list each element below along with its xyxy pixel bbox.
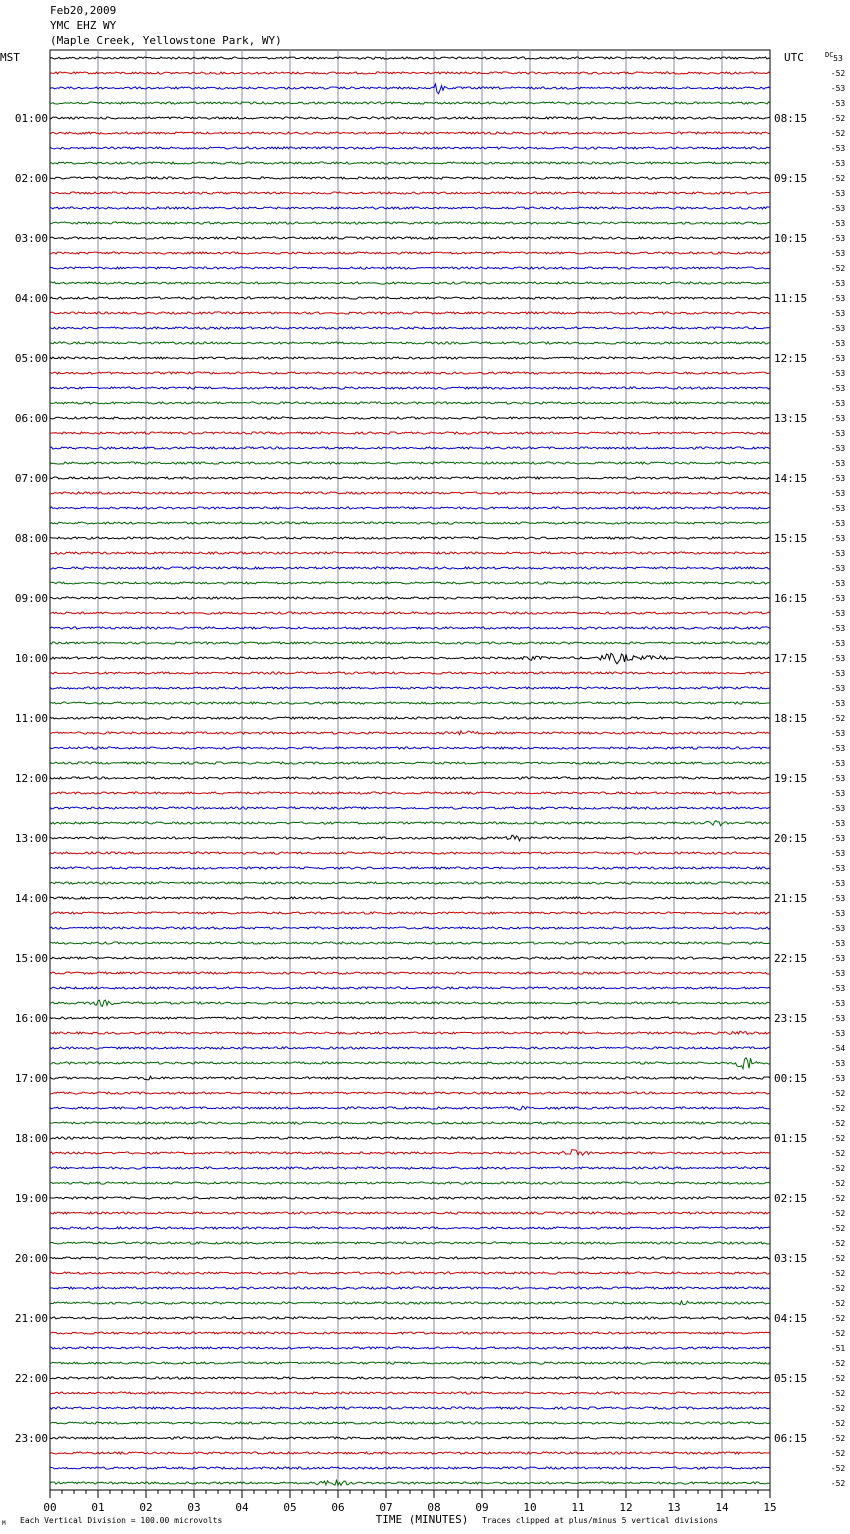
seismic-trace — [50, 1437, 770, 1439]
seismic-trace — [50, 867, 770, 869]
utc-hour-label: 11:15 — [774, 292, 808, 305]
dc-offset-label: -52 — [830, 1164, 846, 1173]
seismic-trace — [50, 282, 770, 284]
utc-hour-label: 02:15 — [774, 1192, 808, 1205]
utc-hour-label: 21:15 — [774, 892, 808, 905]
axis-labels — [0, 51, 845, 1527]
dc-offset-label: -52 — [830, 1434, 846, 1443]
dc-offset-label: -53 — [830, 204, 846, 213]
utc-hour-label: 10:15 — [774, 232, 808, 245]
dc-offset-label: -53 — [830, 399, 846, 408]
mst-hour-label: 17:00 — [14, 1072, 48, 1085]
seismic-trace — [50, 1197, 770, 1199]
x-tick-label: 12 — [619, 1501, 633, 1514]
mst-hour-label: 18:00 — [14, 1132, 48, 1145]
dc-offset-label: -53 — [830, 684, 846, 693]
seismic-trace — [50, 835, 770, 841]
seismic-trace — [50, 522, 770, 524]
seismic-trace — [50, 1422, 770, 1424]
dc-offset-label: -53 — [830, 384, 846, 393]
dc-offset-label: -53 — [830, 939, 846, 948]
dc-offset-label: -53 — [830, 549, 846, 558]
dc-offset-label: -53 — [830, 354, 846, 363]
mst-hour-label: 11:00 — [14, 712, 48, 725]
x-tick-label: 10 — [523, 1501, 537, 1514]
dc-offset-label: -53 — [830, 699, 846, 708]
x-tick-label: 00 — [43, 1501, 57, 1514]
seismic-trace — [50, 1017, 770, 1019]
seismic-trace — [50, 627, 770, 629]
station-code: YMC EHZ WY — [50, 19, 117, 32]
seismic-trace — [50, 1392, 770, 1394]
seismic-trace — [50, 731, 770, 735]
seismic-trace — [50, 717, 770, 719]
dc-offset-label: -52 — [830, 1179, 846, 1188]
dc-offset-label: -52 — [830, 1299, 846, 1308]
seismic-trace — [50, 72, 770, 74]
dc-offset-label: -53 — [830, 579, 846, 588]
dc-offset-label: -51 — [830, 1344, 846, 1353]
dc-offset-label: -52 — [830, 1449, 846, 1458]
seismic-trace — [50, 417, 770, 419]
seismic-trace — [50, 777, 770, 779]
mst-hour-label: 23:00 — [14, 1432, 48, 1445]
seismic-trace — [50, 207, 770, 209]
seismic-trace — [50, 821, 770, 826]
x-tick-label: 09 — [475, 1501, 489, 1514]
seismic-trace — [50, 942, 770, 944]
seismic-trace — [50, 192, 770, 194]
dc-offset-label: -53 — [830, 609, 846, 618]
seismic-trace — [50, 267, 770, 269]
dc-offset-label: -52 — [830, 1284, 846, 1293]
x-tick-label: 15 — [763, 1501, 777, 1514]
seismic-trace — [50, 1332, 770, 1334]
dc-offset-label: -52 — [830, 174, 846, 183]
utc-hour-label: 22:15 — [774, 952, 808, 965]
seismic-trace — [50, 957, 770, 959]
seismic-trace — [50, 1467, 770, 1469]
dc-offset-label: -53 — [830, 159, 846, 168]
dc-offset-label: -53 — [830, 144, 846, 153]
seismic-trace — [50, 687, 770, 689]
dc-offset-label: -53 — [830, 909, 846, 918]
mst-hour-label: 19:00 — [14, 1192, 48, 1205]
mst-hour-label: 14:00 — [14, 892, 48, 905]
dc-offset-label: -52 — [830, 129, 846, 138]
seismic-trace — [50, 1212, 770, 1214]
seismic-trace — [50, 537, 770, 539]
mst-hour-label: 06:00 — [14, 412, 48, 425]
x-tick-label: 14 — [715, 1501, 729, 1514]
mst-hour-label: 20:00 — [14, 1252, 48, 1265]
dc-offset-label: -52 — [830, 1089, 846, 1098]
utc-hour-label: 01:15 — [774, 1132, 808, 1145]
dc-offset-label: -53 — [830, 219, 846, 228]
mst-hour-label: 03:00 — [14, 232, 48, 245]
seismic-trace — [50, 653, 770, 663]
seismic-trace — [50, 1452, 770, 1454]
seismic-trace — [50, 147, 770, 149]
dc-offset-label: -52 — [830, 1254, 846, 1263]
seismic-trace — [50, 927, 770, 929]
dc-offset-label: -52 — [830, 1419, 846, 1428]
x-tick-label: 03 — [187, 1501, 201, 1514]
dc-offset-label: -53 — [830, 564, 846, 573]
dc-offset-label: -52 — [830, 1479, 846, 1488]
seismic-trace — [50, 897, 770, 899]
dc-offset-label: -53 — [830, 594, 846, 603]
seismic-trace — [50, 462, 770, 464]
seismic-trace — [50, 1076, 770, 1080]
dc-offset-label: -53 — [830, 834, 846, 843]
seismic-trace — [50, 1106, 770, 1110]
x-tick-label: 07 — [379, 1501, 393, 1514]
dc-offset-label: -53 — [830, 654, 846, 663]
dc-offset-label: -52 — [830, 69, 846, 78]
utc-axis-label: UTC — [784, 51, 804, 64]
dc-offset-label: -52 — [830, 264, 846, 273]
dc-offset-label: -52 — [830, 1464, 846, 1473]
dc-offset-label: -53 — [830, 744, 846, 753]
x-tick-label: 01 — [91, 1501, 105, 1514]
seismic-trace — [50, 1362, 770, 1364]
x-axis-title: TIME (MINUTES) — [375, 1513, 469, 1526]
seismic-trace — [50, 102, 770, 104]
dc-offset-label: -53 — [830, 1029, 846, 1038]
utc-hour-label: 18:15 — [774, 712, 808, 725]
dc-offset-label: -53 — [830, 804, 846, 813]
mst-hour-label: 22:00 — [14, 1372, 48, 1385]
seismic-trace — [50, 312, 770, 314]
dc-offset-label: -53 — [830, 474, 846, 483]
seismic-trace — [50, 1227, 770, 1229]
dc-offset-label: -53 — [830, 999, 846, 1008]
seismic-trace — [50, 642, 770, 644]
corner-mark: M — [2, 1520, 6, 1527]
seismic-trace — [50, 372, 770, 374]
seismic-trace — [50, 1377, 770, 1379]
seismic-trace — [50, 162, 770, 164]
chart-date: Feb20,2009 — [50, 4, 117, 17]
utc-hour-label: 04:15 — [774, 1312, 808, 1325]
seismic-trace — [50, 1301, 770, 1305]
dc-offset-label: -53 — [830, 369, 846, 378]
seismic-trace — [50, 987, 770, 989]
x-tick-label: 08 — [427, 1501, 441, 1514]
dc-offset-label: -52 — [830, 1269, 846, 1278]
mst-hour-label: 02:00 — [14, 172, 48, 185]
seismic-trace — [50, 222, 770, 224]
seismic-trace — [50, 177, 770, 179]
utc-hour-label: 09:15 — [774, 172, 808, 185]
dc-offset-label: -52 — [830, 1329, 846, 1338]
utc-hour-label: 17:15 — [774, 652, 808, 665]
mst-hour-label: 15:00 — [14, 952, 48, 965]
seismic-trace — [50, 84, 770, 94]
mst-hour-label: 05:00 — [14, 352, 48, 365]
mst-hour-label: 08:00 — [14, 532, 48, 545]
seismic-trace — [50, 912, 770, 914]
seismic-trace — [50, 882, 770, 884]
seismic-trace — [50, 357, 770, 359]
dc-offset-label: -53 — [830, 894, 846, 903]
dc-offset-label: -53 — [830, 1059, 846, 1068]
seismic-trace — [50, 762, 770, 764]
dc-offset-label: -53 — [830, 1074, 846, 1083]
dc-offset-label: -53 — [830, 294, 846, 303]
mst-axis-label: MST — [0, 51, 20, 64]
seismic-trace — [50, 252, 770, 254]
dc-offset-label: -53 — [830, 534, 846, 543]
dc-offset-label: 53 — [833, 54, 843, 63]
seismic-trace — [50, 672, 770, 674]
dc-offset-label: -52 — [830, 1239, 846, 1248]
seismic-trace — [50, 1272, 770, 1274]
dc-offset-label: -52 — [830, 714, 846, 723]
seismic-trace — [50, 387, 770, 389]
seismic-trace — [50, 327, 770, 329]
mst-hour-label: 12:00 — [14, 772, 48, 785]
utc-hour-label: 20:15 — [774, 832, 808, 845]
dc-offset-label: -53 — [830, 954, 846, 963]
x-tick-label: 05 — [283, 1501, 297, 1514]
seismic-trace — [50, 492, 770, 494]
dc-offset-label: -53 — [830, 504, 846, 513]
dc-offset-label: -54 — [830, 1044, 846, 1053]
dc-offset-label: -53 — [830, 864, 846, 873]
x-tick-label: 02 — [139, 1501, 153, 1514]
seismic-trace — [50, 1150, 770, 1156]
dc-offset-label: -53 — [830, 249, 846, 258]
x-tick-label: 04 — [235, 1501, 249, 1514]
dc-offset-label: -53 — [830, 879, 846, 888]
dc-offset-label: -53 — [830, 234, 846, 243]
seismic-trace — [50, 972, 770, 974]
seismic-trace — [50, 1480, 770, 1485]
dc-offset-label: -53 — [830, 414, 846, 423]
dc-offset-label: -53 — [830, 309, 846, 318]
utc-hour-label: 05:15 — [774, 1372, 808, 1385]
dc-offset-label: -53 — [830, 639, 846, 648]
utc-hour-label: 00:15 — [774, 1072, 808, 1085]
dc-offset-label: -53 — [830, 519, 846, 528]
utc-hour-label: 14:15 — [774, 472, 808, 485]
seismic-trace — [50, 1407, 770, 1409]
seismic-trace — [50, 507, 770, 509]
utc-hour-label: 23:15 — [774, 1012, 808, 1025]
dc-offset-label: -53 — [830, 774, 846, 783]
seismic-trace — [50, 567, 770, 569]
utc-hour-label: 16:15 — [774, 592, 808, 605]
x-tick-label: 06 — [331, 1501, 345, 1514]
dc-offset-label: -53 — [830, 279, 846, 288]
seismic-trace — [50, 1167, 770, 1169]
seismic-trace — [50, 1092, 770, 1094]
utc-hour-label: 15:15 — [774, 532, 808, 545]
dc-offset-label: -53 — [830, 924, 846, 933]
seismic-trace — [50, 342, 770, 344]
scale-note: Each Vertical Division = 100.00 microvolts — [20, 1516, 223, 1525]
dc-offset-label: -53 — [830, 1014, 846, 1023]
mst-hour-label: 13:00 — [14, 832, 48, 845]
seismic-trace — [50, 852, 770, 854]
utc-hour-label: 19:15 — [774, 772, 808, 785]
utc-hour-label: 12:15 — [774, 352, 808, 365]
seismic-trace — [50, 432, 770, 434]
dc-offset-label: -52 — [830, 114, 846, 123]
seismic-trace — [50, 1347, 770, 1349]
station-location: (Maple Creek, Yellowstone Park, WY) — [50, 34, 282, 47]
dc-offset-label: -53 — [830, 189, 846, 198]
dc-offset-label: -52 — [830, 1224, 846, 1233]
mst-hour-label: 09:00 — [14, 592, 48, 605]
seismic-trace — [50, 1317, 770, 1319]
seismic-trace — [50, 117, 770, 119]
seismic-trace — [50, 1122, 770, 1124]
dc-offset-label: -53 — [830, 324, 846, 333]
seismic-trace — [50, 1242, 770, 1244]
dc-offset-label: -52 — [830, 1119, 846, 1128]
clip-note: Traces clipped at plus/minus 5 vertical divisions — [482, 1516, 719, 1525]
utc-hour-label: 03:15 — [774, 1252, 808, 1265]
dc-offset-label: -52 — [830, 1104, 846, 1113]
seismic-trace — [50, 1000, 770, 1006]
seismic-trace — [50, 57, 770, 59]
seismic-trace — [50, 1257, 770, 1259]
dc-offset-label: -53 — [830, 339, 846, 348]
mst-hour-label: 10:00 — [14, 652, 48, 665]
seismic-trace — [50, 237, 770, 239]
seismic-trace — [50, 1287, 770, 1289]
seismic-trace — [50, 132, 770, 134]
dc-offset-label: -53 — [830, 459, 846, 468]
seismic-trace — [50, 702, 770, 704]
dc-offset-label: -53 — [830, 729, 846, 738]
trace-group — [50, 57, 770, 1486]
dc-offset-label: -53 — [830, 444, 846, 453]
dc-offset-label: -52 — [830, 1404, 846, 1413]
dc-offset-label: -53 — [830, 84, 846, 93]
dc-offset-label: -53 — [830, 849, 846, 858]
dc-offset-label: -53 — [830, 429, 846, 438]
seismic-trace — [50, 807, 770, 809]
dc-offset-label: -53 — [830, 969, 846, 978]
seismic-trace — [50, 447, 770, 449]
plot-frame — [50, 50, 770, 1490]
seismic-trace — [50, 1058, 770, 1069]
mst-hour-label: 21:00 — [14, 1312, 48, 1325]
seismic-trace — [50, 402, 770, 404]
mst-hour-label: 04:00 — [14, 292, 48, 305]
dc-offset-label: -52 — [830, 1374, 846, 1383]
utc-hour-label: 13:15 — [774, 412, 808, 425]
dc-corner-label: DC — [825, 51, 834, 59]
x-tick-label: 11 — [571, 1501, 585, 1514]
mst-hour-label: 07:00 — [14, 472, 48, 485]
seismic-trace — [50, 582, 770, 584]
dc-offset-label: -53 — [830, 669, 846, 678]
x-tick-label: 13 — [667, 1501, 681, 1514]
seismic-trace — [50, 1137, 770, 1139]
dc-offset-label: -53 — [830, 99, 846, 108]
seismic-trace — [50, 297, 770, 299]
dc-offset-label: -53 — [830, 819, 846, 828]
dc-offset-label: -53 — [830, 789, 846, 798]
dc-offset-label: -52 — [830, 1314, 846, 1323]
seismic-trace — [50, 552, 770, 554]
seismic-trace — [50, 1031, 770, 1034]
dc-offset-label: -52 — [830, 1389, 846, 1398]
dc-offset-label: -52 — [830, 1194, 846, 1203]
seismic-trace — [50, 1047, 770, 1049]
seismic-trace — [50, 792, 770, 794]
dc-offset-label: -53 — [830, 624, 846, 633]
utc-hour-label: 08:15 — [774, 112, 808, 125]
utc-hour-label: 06:15 — [774, 1432, 808, 1445]
dc-offset-label: -53 — [830, 984, 846, 993]
dc-offset-label: -52 — [830, 1149, 846, 1158]
mst-hour-label: 01:00 — [14, 112, 48, 125]
mst-hour-label: 16:00 — [14, 1012, 48, 1025]
seismic-trace — [50, 747, 770, 749]
seismic-trace — [50, 1182, 770, 1184]
seismic-trace — [50, 597, 770, 599]
dc-offset-label: -53 — [830, 489, 846, 498]
seismic-trace — [50, 477, 770, 479]
seismic-trace — [50, 612, 770, 614]
dc-offset-label: -53 — [830, 759, 846, 768]
dc-offset-label: -52 — [830, 1134, 846, 1143]
dc-offset-label: -52 — [830, 1209, 846, 1218]
dc-offset-label: -52 — [830, 1359, 846, 1368]
